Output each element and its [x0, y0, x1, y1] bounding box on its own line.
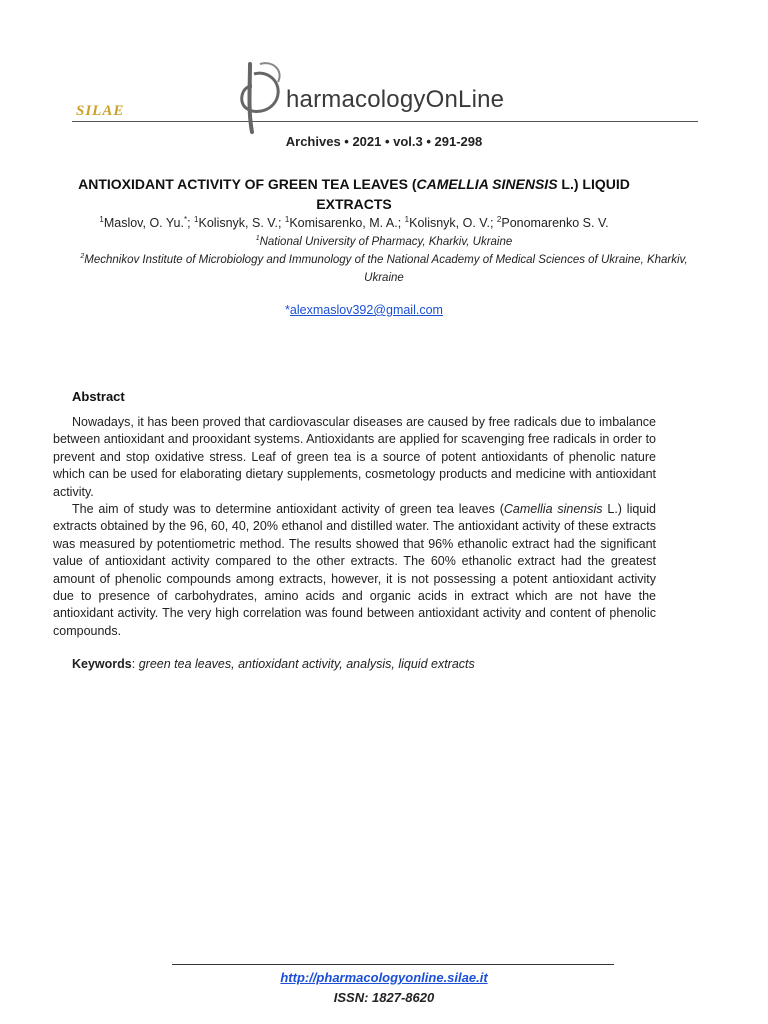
title-italic: CAMELLIA SINENSIS	[416, 176, 558, 192]
keywords-text: green tea leaves, antioxidant activity, analysis, liquid extracts	[138, 657, 475, 671]
author-item: $^1$Kolisnyk, S. V.;	[194, 214, 285, 230]
author-list	[40, 216, 668, 230]
issn: ISSN: 1827-8620	[333, 990, 435, 1005]
corresponding-email: *alexmaslov392@gmail.com	[285, 303, 443, 317]
author-item: $^1$Kolisnyk, O. V.;	[404, 214, 497, 230]
journal-header	[0, 0, 768, 130]
abstract-heading: Abstract	[72, 389, 125, 404]
journal-url-link[interactable]: http://pharmacologyonline.silae.it	[280, 970, 488, 985]
email-link[interactable]: alexmaslov392@gmail.com	[289, 303, 443, 317]
keywords-label: Keywords	[72, 657, 132, 671]
affiliation-2: $^2$Mechnikov Institute of Microbiology and Immunology of the National Academy of Medical Sciences of Ukraine, Kharkiv, Ukraine	[80, 253, 688, 284]
header-rule	[72, 121, 698, 122]
author-item: $^1$Komisarenko, M. A.;	[284, 214, 405, 230]
footer-rule	[172, 964, 614, 965]
title-part1: ANTIOXIDANT ACTIVITY OF GREEN TEA LEAVES (	[78, 176, 417, 192]
title-part2: L.) LIQUID EXTRACTS	[316, 176, 630, 212]
journal-logo-p-glyph	[232, 56, 292, 136]
abstract-paragraph-2: The aim of study was to determine antioxidant activity of green tea leaves (Camellia sinensis L.) liquid extracts obtained by the 96, 60, 40, 20% ethanol and distilled water. The antioxidant activity of these extracts was measured by potentiometric method. The results showed that 96% ethanolic extract had the significant value of antioxidant activity compared to the other extracts. The 60% ethanolic extract had the greatest amount of phenolic compounds among extracts, however, it is not possessing a potent antioxidant activity due to presence of carbohydrates, amino acids and organic acids in extract which are not have the antioxidant activity. The very high correlation was found between antioxidant activity and content of phenolic compounds.	[53, 502, 656, 638]
abstract-body	[53, 414, 656, 640]
affiliation-1: $^1$National University of Pharmacy, Kharkiv, Ukraine	[255, 235, 513, 248]
abstract-paragraph-1: Nowadays, it has been proved that cardiovascular diseases are caused by free radicals due to imbalance between antioxidant and prooxidant systems. Antioxidants are applied for scavenging free radicals in order to prevent and stop oxidative stress. Leaf of green tea is a source of potent antioxidants of phenolic nature which can be used for elaborating dietary supplements, cosmetology products and medicine with antioxidant activity.	[53, 415, 656, 499]
journal-name: harmacologyOnLine	[286, 86, 505, 113]
silae-logo: SILAE	[76, 103, 125, 119]
archives-line: Archives • 2021 • vol.3 • 291-298	[285, 134, 483, 149]
author-item: $^2$Ponomarenko S. V.	[496, 214, 609, 230]
author-item: $^1$Maslov, O. Yu.*;	[99, 214, 195, 230]
keywords: Keywords: green tea leaves, antioxidant activity, analysis, liquid extracts	[72, 657, 475, 671]
footer-url	[0, 970, 768, 985]
article-title	[50, 174, 658, 214]
